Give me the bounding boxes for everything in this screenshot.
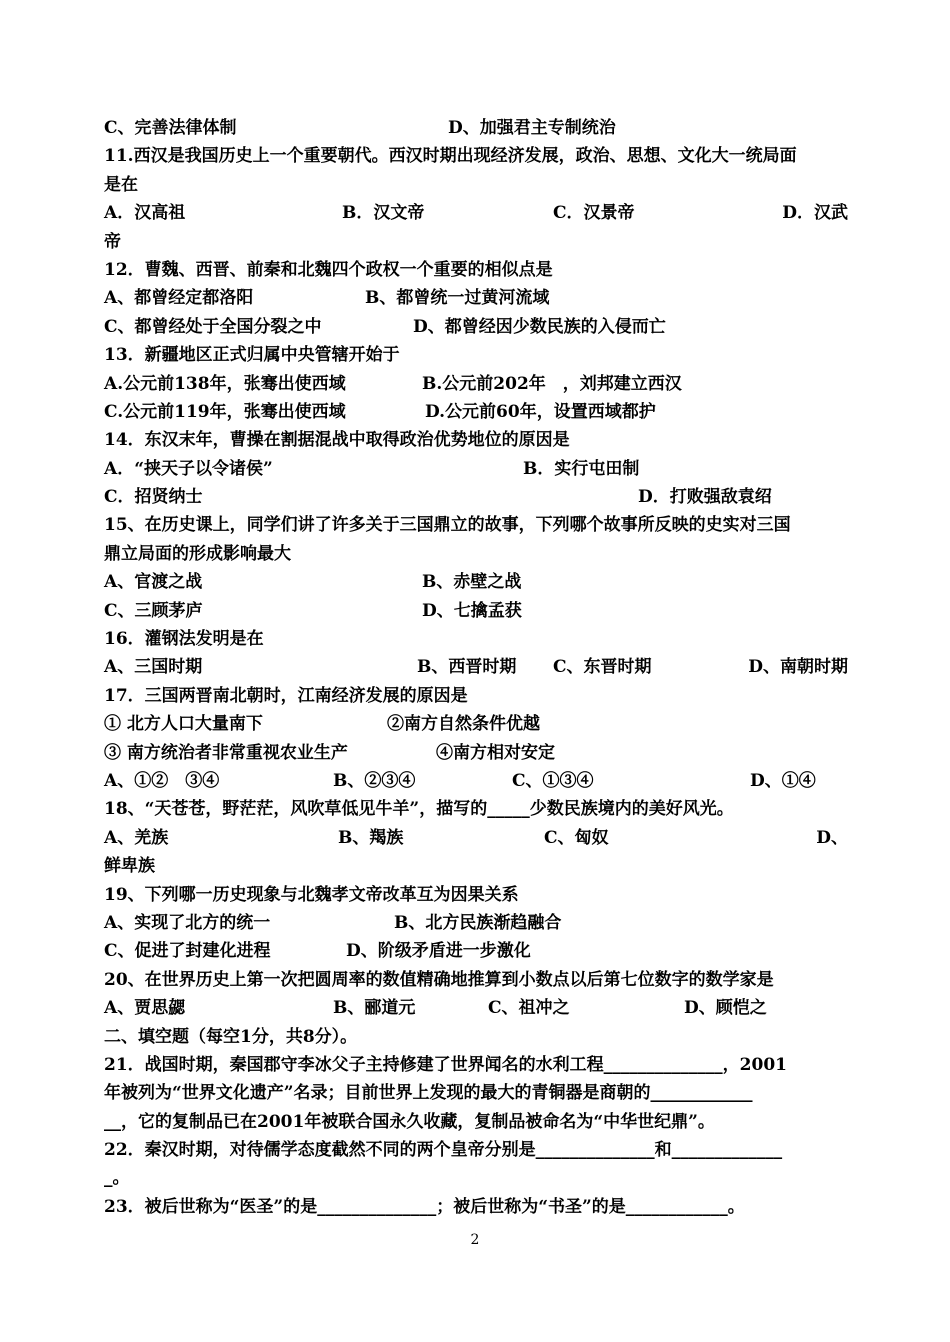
option-c: C、完善法律体制 <box>104 118 237 138</box>
question-text: 20、在世界历史上第一次把圆周率的数值精确地推算到小数点以后第七位数字的数学家是 <box>104 969 774 990</box>
option-c: C.公元前119年，张骞出使西域 <box>104 401 346 422</box>
text-line <box>104 767 848 795</box>
question-text: 12．曹魏、西晋、前秦和北魏四个政权一个重要的相似点是 <box>104 259 553 280</box>
reason-3: ③ 南方统治者非常重视农业生产 <box>104 742 348 763</box>
text-line <box>104 597 848 625</box>
option-c: C、东晋时期 <box>553 657 652 678</box>
section-heading <box>104 1023 848 1051</box>
option-c: C、促进了封建化进程 <box>104 941 271 962</box>
question-11 <box>104 142 848 170</box>
question-21 <box>104 1051 848 1079</box>
option-b: B、都曾统一过黄河流域 <box>365 288 550 309</box>
text-line <box>104 370 848 398</box>
option-c: C、三顾茅庐 <box>104 600 203 621</box>
question-12 <box>104 256 848 284</box>
question-text: 14．东汉末年，曹操在割据混战中取得政治优势地位的原因是 <box>104 430 570 451</box>
question-22 <box>104 1136 848 1164</box>
option-d: D、①④ <box>750 770 816 791</box>
text-line <box>104 824 848 852</box>
text-line <box>104 313 848 341</box>
text-line <box>104 909 848 937</box>
option-c: C、祖冲之 <box>488 998 570 1019</box>
option-b: B、郦道元 <box>333 998 416 1019</box>
question-23 <box>104 1193 848 1221</box>
option-b: B、赤壁之战 <box>422 572 522 593</box>
option-a: A、羌族 <box>104 827 169 848</box>
option-d: D、阶级矛盾进一步激化 <box>346 941 531 962</box>
option-c: C．汉景帝 <box>553 203 635 224</box>
question-text: 年被列为“世界文化遗产”名录；目前世界上发现的最大的青铜器是商朝的____________ <box>104 1083 753 1104</box>
exam-page <box>104 114 848 1221</box>
question-19 <box>104 881 848 909</box>
question-text: 19、下列哪一历史现象与北魏孝文帝改革互为因果关系 <box>104 884 519 905</box>
option-d: D、 <box>816 827 848 848</box>
option-b: B、北方民族渐趋融合 <box>394 912 562 933</box>
question-text: 21．战国时期，秦国郡守李冰父子主持修建了世界闻名的水利工程______________，2001 <box>104 1054 787 1075</box>
option-c: C、①③④ <box>512 770 594 791</box>
option-a: A、都曾经定都洛阳 <box>104 288 254 309</box>
question-20 <box>104 966 848 994</box>
option-b: B．实行屯田制 <box>523 458 640 479</box>
option-a: A、①② ③④ <box>104 770 220 791</box>
text-line <box>104 739 848 767</box>
option-d: D、南朝时期 <box>748 657 848 678</box>
question-text: __，它的复制品已在2001年被联合国永久收藏，复制品被命名为“中华世纪鼎”。 <box>104 1111 715 1132</box>
text-line <box>104 852 848 880</box>
option-b: B、②③④ <box>333 770 416 791</box>
question-14 <box>104 426 848 454</box>
option-a: A、官渡之战 <box>104 572 203 593</box>
text-line <box>104 228 848 256</box>
text-line <box>104 710 848 738</box>
option-a: A.公元前138年，张骞出使西域 <box>104 373 346 394</box>
question-15 <box>104 511 848 539</box>
question-text: _。 <box>104 1168 130 1189</box>
option-b: B．汉文帝 <box>342 203 425 224</box>
option-c: C．招贤纳士 <box>104 487 203 508</box>
option-a: A．汉高祖 <box>104 203 186 224</box>
text-line <box>104 455 848 483</box>
text-line <box>104 1108 848 1136</box>
text-line <box>104 1079 848 1107</box>
text-line <box>104 653 848 681</box>
question-13 <box>104 341 848 369</box>
question-text: 11.西汉是我国历史上一个重要朝代。西汉时期出现经济发展，政治、思想、文化大一统局面 <box>104 146 797 167</box>
question-text: 是在 <box>104 174 138 195</box>
page-number: 2 <box>470 1232 480 1248</box>
question-text: 17．三国两晋南北朝时，江南经济发展的原因是 <box>104 685 468 706</box>
question-text: 15、在历史课上，同学们讲了许多关于三国鼎立的故事，下列哪个故事所反映的史实对三国 <box>104 515 791 536</box>
question-text: 22．秦汉时期，对待儒学态度截然不同的两个皇帝分别是______________和_____________ <box>104 1140 783 1161</box>
text-line <box>104 284 848 312</box>
option-d: D、加强君主专制统治 <box>448 118 616 138</box>
option-a: A、实现了北方的统一 <box>104 912 271 933</box>
option-a: A、三国时期 <box>104 657 203 678</box>
option-d: D、七擒孟获 <box>422 600 522 621</box>
text-line <box>104 199 848 227</box>
option-a: A．“挟天子以令诸侯” <box>104 458 273 479</box>
question-16 <box>104 625 848 653</box>
option-b: B、西晋时期 <box>417 657 517 678</box>
text-line <box>104 114 848 142</box>
question-text: 18、“天苍苍，野茫茫，风吹草低见牛羊”，描写的_____少数民族境内的美好风光。 <box>104 799 734 820</box>
option-a: A、贾思勰 <box>104 998 186 1019</box>
section-title: 二、填空题（每空1分，共8分）。 <box>104 1026 358 1047</box>
question-17 <box>104 682 848 710</box>
option-d: D．打败强敌袁绍 <box>638 487 772 508</box>
text-line <box>104 171 848 199</box>
text-line <box>104 483 848 511</box>
option-d: D、都曾经因少数民族的入侵而亡 <box>413 316 666 337</box>
text-line <box>104 937 848 965</box>
option-c: C、都曾经处于全国分裂之中 <box>104 316 322 337</box>
reason-1: ① 北方人口大量南下 <box>104 714 263 735</box>
reason-4: ④南方相对安定 <box>436 742 555 763</box>
text-line <box>104 398 848 426</box>
question-text: 16．灌钢法发明是在 <box>104 629 264 650</box>
option-d: D．汉武 <box>782 203 848 224</box>
text-line <box>104 540 848 568</box>
option-d: D、顾恺之 <box>684 998 767 1019</box>
option-d: D.公元前60年，设置西域都护 <box>425 401 656 422</box>
question-text: 13．新疆地区正式归属中央管辖开始于 <box>104 345 400 366</box>
reason-2: ②南方自然条件优越 <box>387 714 540 735</box>
text-line <box>104 568 848 596</box>
question-text: 23．被后世称为“医圣”的是______________；被后世称为“书圣”的是____________。 <box>104 1196 745 1217</box>
text-line <box>104 994 848 1022</box>
text-line <box>104 1164 848 1192</box>
option-continuation: 鲜卑族 <box>104 856 155 877</box>
option-c: C、匈奴 <box>544 827 609 848</box>
option-b: B、羯族 <box>338 827 404 848</box>
question-text: 鼎立局面的形成影响最大 <box>104 543 291 564</box>
option-continuation: 帝 <box>104 231 121 252</box>
question-18 <box>104 795 848 823</box>
option-b: B.公元前202年 ，刘邦建立西汉 <box>422 373 682 394</box>
